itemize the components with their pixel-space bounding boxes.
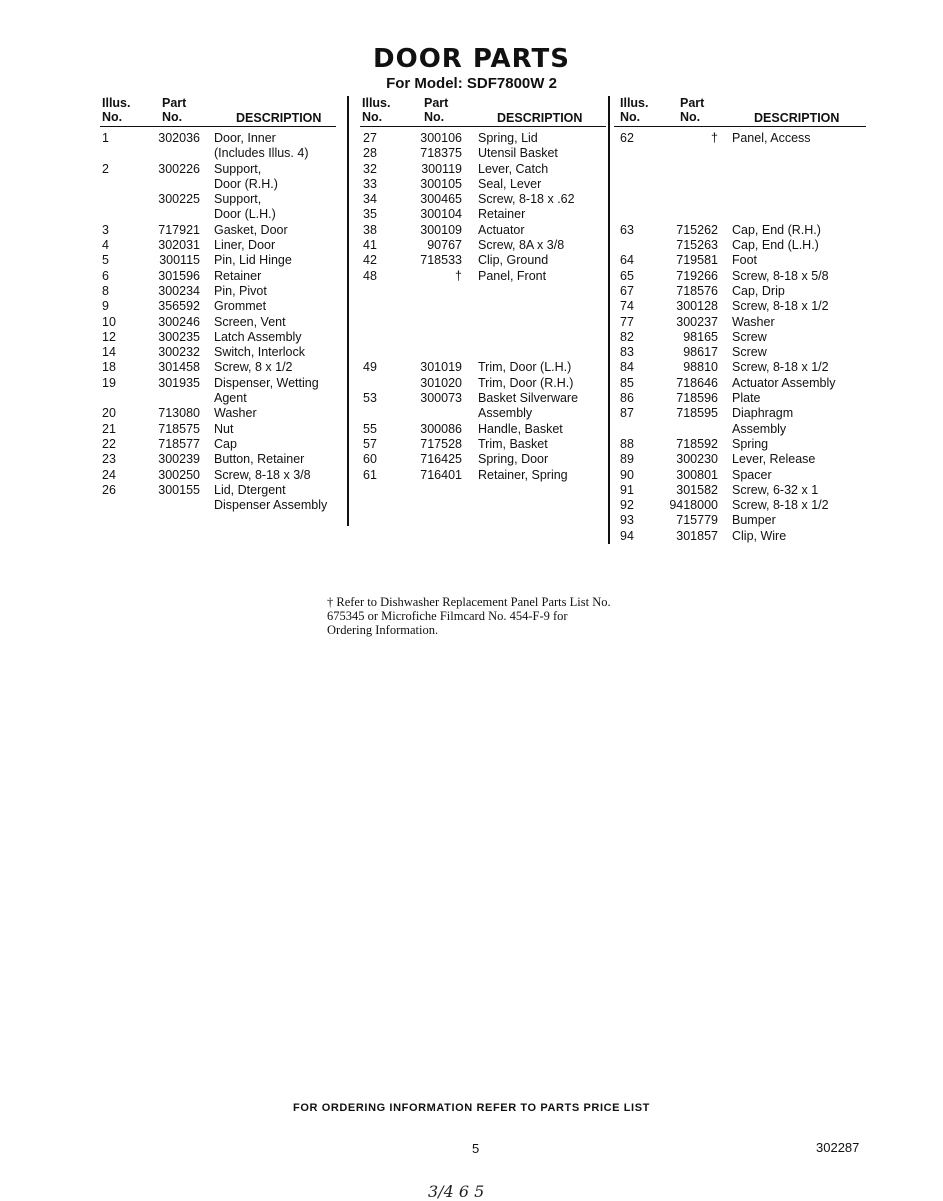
table-row [614,330,866,345]
table-row [100,345,336,360]
table-row [614,192,866,207]
page-number: 5 [472,1141,480,1156]
part-no-cell: 300250 [158,467,200,482]
part-no-cell: † [711,131,718,145]
parts-rows [100,127,336,513]
table-row [360,315,606,330]
table-row [360,391,606,406]
illus-no-header: Illus. No. [362,96,391,124]
table-row [360,284,606,299]
table-row [614,253,866,268]
table-row [100,422,336,437]
part-no-cell: 718595 [676,406,718,421]
table-row [614,284,866,299]
description-cell: Screw [732,345,767,360]
table-row [360,131,606,146]
description-cell: Support, [214,161,262,176]
description-cell: Door (L.H.) [214,207,276,222]
part-no-cell: 302031 [158,238,200,253]
table-row [614,238,866,253]
description-cell: Agent [214,391,247,406]
description-cell: Screw, 8-18 x 3/8 [214,467,311,482]
table-row [360,192,606,207]
description-cell: Screw, 8-18 x 1/2 [732,360,829,375]
part-no-cell: 98165 [683,329,718,344]
description-header: DESCRIPTION [754,111,840,125]
illus-no-cell: 20 [102,406,116,421]
part-no-cell: 300230 [676,452,718,467]
illus-no-cell: 89 [620,452,634,467]
description-cell: Cap, End (R.H.) [732,222,821,237]
description-cell: Screw, 8-18 x 5/8 [732,268,829,283]
part-no-cell: 300232 [158,345,200,360]
table-row [100,360,336,375]
part-no-cell: 716401 [420,467,462,482]
part-no-cell: 300119 [421,161,462,176]
description-cell: Clip, Wire [732,528,787,543]
description-cell: Button, Retainer [214,452,305,467]
description-cell: Switch, Interlock [214,345,306,360]
description-cell: Door (R.H.) [214,176,278,191]
description-cell: Clip, Ground [478,253,549,268]
part-no-cell: 300234 [158,283,200,298]
parts-rows [614,127,866,544]
part-no-cell: 718576 [676,283,718,298]
handwritten-note: 3/4 6 5 [428,1182,485,1201]
table-row [614,269,866,284]
table-row [360,299,606,314]
table-row [614,513,866,528]
table-row [100,162,336,177]
column-header [614,96,866,127]
table-row [614,391,866,406]
part-no-cell: 300246 [158,314,200,329]
description-cell: Lever, Release [732,452,816,467]
description-cell: Diaphragm [732,406,794,421]
illus-no-cell: 65 [620,268,634,283]
table-row [100,483,336,498]
description-cell: Screw, 6-32 x 1 [732,482,819,497]
illus-no-cell: 64 [620,253,634,268]
illus-no-cell: 53 [363,391,377,406]
parts-rows [360,127,606,483]
table-row [614,345,866,360]
part-no-cell: 356592 [158,299,200,314]
column-header [100,96,336,127]
illus-no-cell: 60 [363,452,377,467]
table-row [614,146,866,161]
table-row [614,131,866,146]
table-row [100,269,336,284]
illus-no-cell: 18 [102,360,116,375]
illus-no-cell: 27 [363,131,377,145]
illus-no-cell: 94 [620,528,634,543]
part-no-cell: 301582 [676,482,718,497]
ordering-note: FOR ORDERING INFORMATION REFER TO PARTS PRICE LIST [293,1102,650,1114]
description-cell: Nut [214,421,234,436]
part-no-cell: 718575 [158,421,200,436]
description-cell: Actuator [478,222,525,237]
table-row [100,468,336,483]
table-row [614,422,866,437]
table-row [360,376,606,391]
table-row [360,468,606,483]
illus-no-cell: 6 [102,268,109,283]
description-cell: Screw, 8A x 3/8 [478,238,565,253]
description-cell: Plate [732,391,761,406]
table-row [100,299,336,314]
table-row [100,452,336,467]
parts-column-2 [360,96,606,483]
part-no-cell: 300465 [420,192,462,207]
table-row [360,146,606,161]
illus-no-cell: 74 [620,299,634,314]
part-no-cell: † [455,268,462,283]
part-no-header: Part No. [424,96,449,124]
illus-no-cell: 84 [620,360,634,375]
column-divider [347,96,349,526]
table-row [100,177,336,192]
description-cell: Dispenser, Wetting [214,375,319,390]
description-cell: Pin, Pivot [214,283,267,298]
part-no-cell: 717528 [420,436,462,451]
illus-no-cell: 10 [102,314,116,329]
description-cell: Dispenser Assembly [214,498,328,513]
table-row [614,376,866,391]
illus-no-cell: 63 [620,222,634,237]
description-cell: Cap, Drip [732,283,785,298]
part-no-cell: 301458 [158,360,200,375]
description-cell: Screen, Vent [214,314,286,329]
parts-column-1 [100,96,336,513]
table-row [100,146,336,161]
description-header: DESCRIPTION [236,111,322,125]
part-no-cell: 300086 [420,421,462,436]
illus-no-header: Illus. No. [102,96,131,124]
table-row [614,437,866,452]
description-cell: Spring, Lid [478,131,538,145]
illus-no-cell: 55 [363,421,377,436]
description-cell: Lid, Dtergent [214,482,286,497]
part-no-cell: 301935 [158,375,200,390]
description-cell: Basket Silverware [478,391,579,406]
table-row [100,238,336,253]
part-no-cell: 718577 [158,436,200,451]
table-row [614,360,866,375]
table-row [360,345,606,360]
table-row [100,406,336,421]
table-row [614,223,866,238]
description-cell: Screw, 8-18 x 1/2 [732,498,829,513]
document-number: 302287 [816,1140,860,1155]
description-cell: Utensil Basket [478,146,558,161]
description-cell: Trim, Door (R.H.) [478,375,574,390]
description-cell: Spring, Door [478,452,549,467]
part-no-cell: 715779 [676,513,718,528]
description-cell: Assembly [732,421,787,436]
table-row [614,452,866,467]
part-no-cell: 300106 [420,131,462,145]
part-no-cell: 715262 [676,222,718,237]
description-cell: Screw, 8-18 x .62 [478,192,575,207]
illus-no-cell: 42 [363,253,377,268]
description-cell: Trim, Basket [478,436,548,451]
illus-no-cell: 22 [102,436,116,451]
illus-no-cell: 21 [102,421,116,436]
description-cell: Washer [214,406,257,421]
table-row [100,498,336,513]
illus-no-cell: 4 [102,238,109,253]
part-no-cell: 300237 [676,314,718,329]
illus-no-cell: 83 [620,345,634,360]
column-header [360,96,606,127]
table-row [360,330,606,345]
part-no-header: Part No. [680,96,705,124]
part-no-cell: 301596 [158,268,200,283]
description-cell: Door, Inner [214,131,276,145]
illus-no-cell: 61 [363,467,377,482]
part-no-cell: 9418000 [669,498,718,513]
description-cell: Seal, Lever [478,176,542,191]
part-no-cell: 300239 [158,452,200,467]
table-row [360,360,606,375]
part-no-cell: 717921 [158,222,200,237]
description-cell: Retainer [478,207,526,222]
illus-no-cell: 35 [363,207,377,222]
table-row [614,406,866,421]
part-no-cell: 300225 [158,192,200,207]
part-no-cell: 300235 [158,329,200,344]
part-no-cell: 300105 [420,176,462,191]
description-cell: Cap, End (L.H.) [732,238,819,253]
description-cell: Pin, Lid Hinge [214,253,292,268]
description-cell: Lever, Catch [478,161,549,176]
illus-no-cell: 32 [363,161,377,176]
description-cell: Handle, Basket [478,421,563,436]
description-cell: Liner, Door [214,238,276,253]
part-no-cell: 719581 [676,253,718,268]
part-no-cell: 300155 [158,482,200,497]
illus-no-cell: 38 [363,222,377,237]
part-no-cell: 300109 [420,222,462,237]
part-no-cell: 300073 [420,391,462,406]
table-row [360,422,606,437]
illus-no-cell: 28 [363,146,377,161]
page-title: DOOR PARTS [373,44,570,74]
illus-no-cell: 26 [102,482,116,497]
illus-no-cell: 91 [620,482,634,497]
part-no-header: Part No. [162,96,187,124]
table-row [614,468,866,483]
table-row [360,238,606,253]
part-no-cell: 713080 [158,406,200,421]
table-row [100,192,336,207]
illus-no-cell: 23 [102,452,116,467]
table-row [360,162,606,177]
description-cell: Screw, 8-18 x 1/2 [732,299,829,314]
illus-no-cell: 88 [620,436,634,451]
illus-no-cell: 92 [620,498,634,513]
table-row [100,207,336,222]
table-row [360,269,606,284]
part-no-cell: 300104 [420,207,462,222]
parts-column-3 [614,96,866,544]
table-row [614,498,866,513]
description-header: DESCRIPTION [497,111,583,125]
description-cell: Panel, Front [478,268,547,283]
description-cell: Foot [732,253,758,268]
description-cell: Screw [732,329,767,344]
table-row [614,483,866,498]
illus-no-header: Illus. No. [620,96,649,124]
illus-no-cell: 9 [102,299,109,314]
table-row [100,376,336,391]
table-row [614,207,866,222]
part-no-cell: 301020 [420,375,462,390]
illus-no-cell: 14 [102,345,116,360]
illus-no-cell: 87 [620,406,634,421]
table-row [614,177,866,192]
part-no-cell: 98617 [683,345,718,360]
illus-no-cell: 67 [620,283,634,298]
table-row [360,207,606,222]
illus-no-cell: 19 [102,375,116,390]
part-no-cell: 718592 [676,436,718,451]
description-cell: Retainer, Spring [478,467,568,482]
table-row [100,284,336,299]
table-row [100,131,336,146]
illus-no-cell: 33 [363,176,377,191]
part-no-cell: 300226 [158,161,200,176]
illus-no-cell: 41 [363,238,377,253]
description-cell: Spacer [732,467,772,482]
table-row [100,391,336,406]
part-no-cell: 718375 [420,146,462,161]
table-row [360,223,606,238]
part-no-cell: 718533 [420,253,462,268]
description-cell: Cap [214,436,237,451]
part-no-cell: 90767 [427,238,462,253]
part-no-cell: 715263 [676,238,718,253]
description-cell: Assembly [478,406,533,421]
part-no-cell: 302036 [158,131,200,145]
illus-no-cell: 86 [620,391,634,406]
part-no-cell: 300801 [676,467,718,482]
description-cell: Spring [732,436,769,451]
illus-no-cell: 49 [363,360,377,375]
part-no-cell: 300128 [676,299,718,314]
illus-no-cell: 12 [102,329,116,344]
illus-no-cell: 62 [620,131,634,145]
table-row [360,437,606,452]
table-row [614,315,866,330]
illus-no-cell: 48 [363,268,377,283]
table-row [614,299,866,314]
description-cell: Actuator Assembly [732,375,836,390]
illus-no-cell: 90 [620,467,634,482]
illus-no-cell: 93 [620,513,634,528]
table-row [360,406,606,421]
description-cell: Screw, 8 x 1/2 [214,360,293,375]
description-cell: Bumper [732,513,776,528]
illus-no-cell: 24 [102,467,116,482]
illus-no-cell: 77 [620,314,634,329]
illus-no-cell: 3 [102,222,109,237]
illus-no-cell: 85 [620,375,634,390]
illus-no-cell: 8 [102,283,109,298]
column-divider [608,96,610,544]
table-row [360,177,606,192]
description-cell: (Includes Illus. 4) [214,146,309,161]
illus-no-cell: 5 [102,253,109,268]
description-cell: Gasket, Door [214,222,288,237]
description-cell: Retainer [214,268,262,283]
illus-no-cell: 1 [102,131,109,145]
description-cell: Panel, Access [732,131,811,145]
table-row [360,253,606,268]
description-cell: Trim, Door (L.H.) [478,360,572,375]
description-cell: Washer [732,314,775,329]
part-no-cell: 718596 [676,391,718,406]
part-no-cell: 719266 [676,268,718,283]
panel-footnote: † Refer to Dishwasher Replacement Panel Parts List No. 675345 or Microfiche Filmcard No. 454-F-9 for Ordering Information. [327,595,611,637]
table-row [100,223,336,238]
part-no-cell: 300115 [159,253,200,268]
part-no-cell: 716425 [420,452,462,467]
model-subtitle: For Model: SDF7800W 2 [386,75,557,92]
part-no-cell: 301019 [420,360,462,375]
illus-no-cell: 2 [102,161,109,176]
illus-no-cell: 57 [363,436,377,451]
table-row [100,330,336,345]
description-cell: Grommet [214,299,267,314]
part-no-cell: 718646 [676,375,718,390]
table-row [614,529,866,544]
description-cell: Latch Assembly [214,329,302,344]
table-row [100,253,336,268]
illus-no-cell: 34 [363,192,377,207]
table-row [360,452,606,467]
illus-no-cell: 82 [620,329,634,344]
table-row [100,437,336,452]
part-no-cell: 98810 [683,360,718,375]
part-no-cell: 301857 [676,528,718,543]
description-cell: Support, [214,192,262,207]
table-row [614,162,866,177]
table-row [100,315,336,330]
